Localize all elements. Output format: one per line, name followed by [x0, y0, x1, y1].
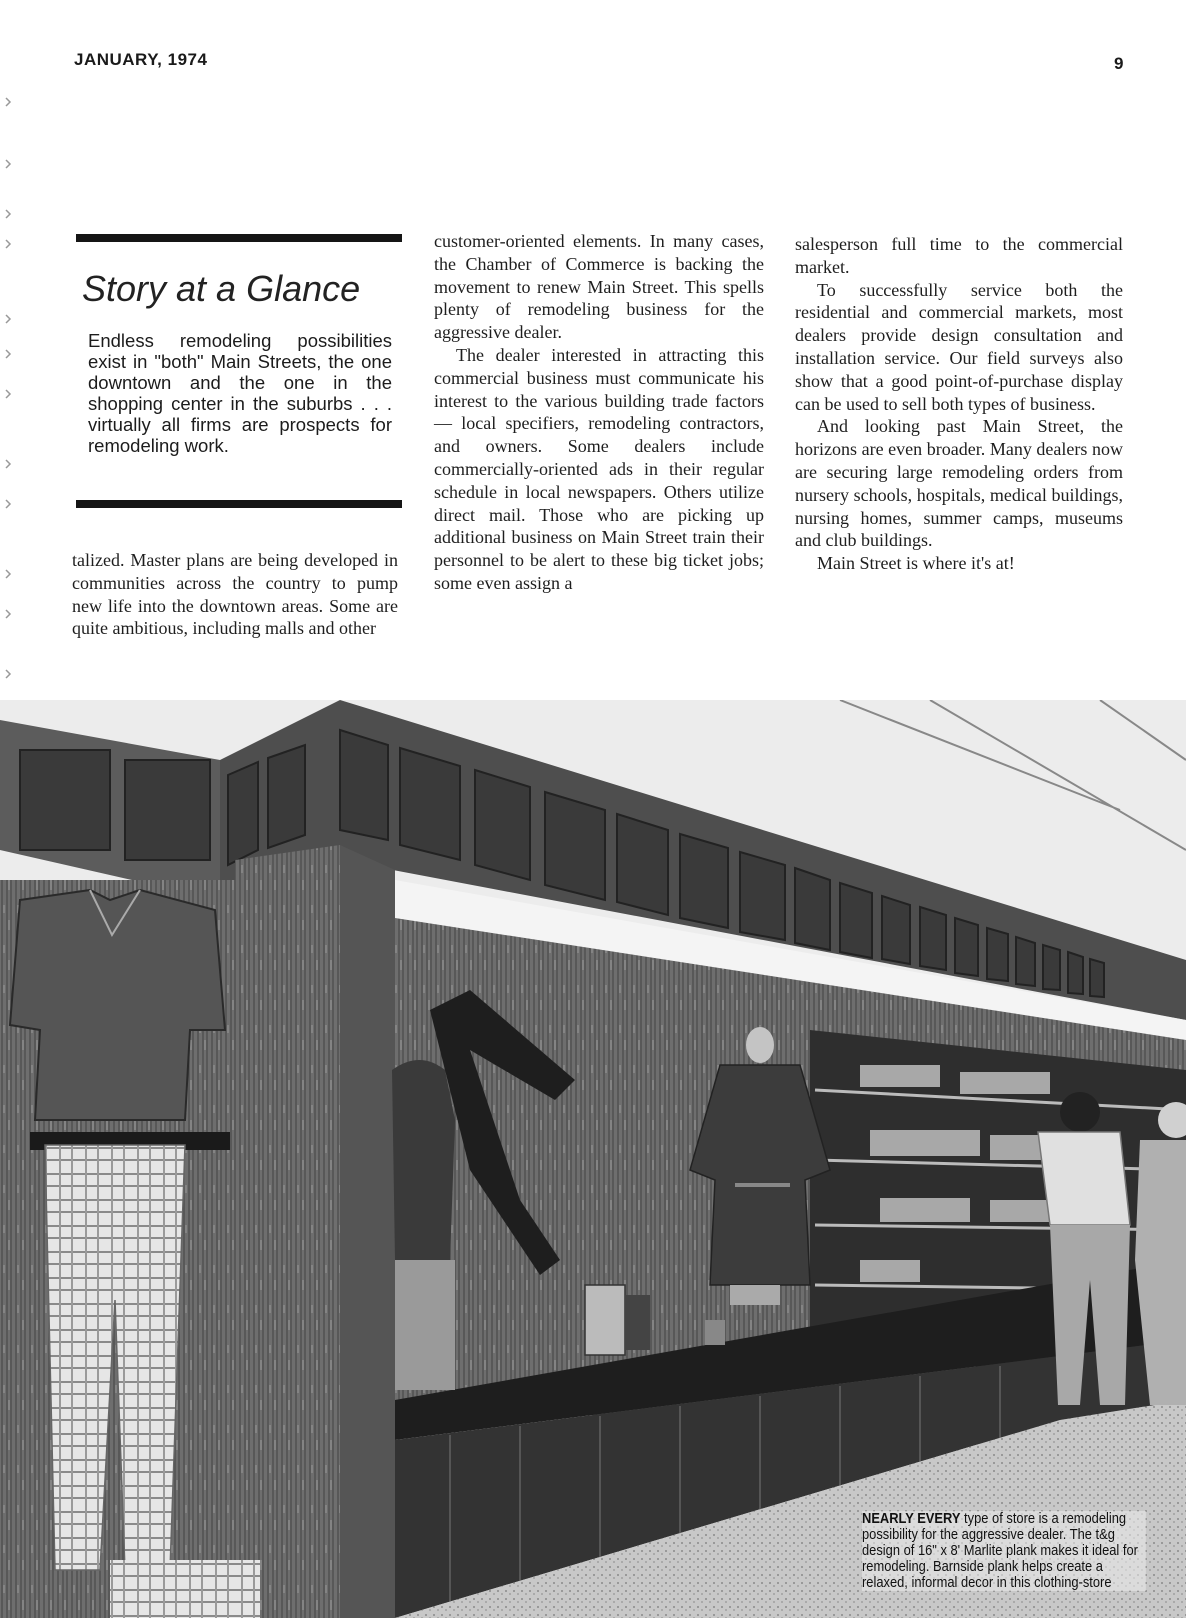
sidebar-bottom-rule — [76, 500, 402, 508]
sidebar-body: Endless remodeling possibilities exist in "both" Main Streets, the one downtown and the one in the shopping center in the suburbs . . . virtually all firms are prospects for remodeling work. — [88, 330, 392, 456]
article-column-1 — [72, 549, 398, 640]
column-3-paragraph-2: To successfully service both the residential and commercial markets, most dealers provide design consultation and installation service. Our field surveys also show that a good point-of-purchase display can be used to sell both types of business. — [795, 279, 1123, 414]
article-column-3 — [795, 233, 1123, 575]
issue-date: JANUARY, 1974 — [74, 50, 208, 69]
sidebar-top-rule — [76, 234, 402, 242]
caption-lead: NEARLY EVERY — [862, 1510, 961, 1527]
column-2-paragraph-2: The dealer interested in attracting this commercial business must communicate his interest to the various building trade factors — local specifiers, remodeling contractors, and owners. Some dealers include commercially-oriented ads in their regular schedule in local newspapers. Others utilize direct mail. Those who are picking up additional business on Main Street train their personnel to be alert to these big ticket jobs; some even assign a — [434, 344, 764, 593]
column-3-paragraph-4: Main Street is where it's at! — [817, 553, 1015, 574]
column-1-paragraph-1: talized. Master plans are being developed in communities across the country to pump new life into the downtown areas. Some are quite ambitious, including malls and other — [72, 550, 398, 639]
column-3-paragraph-1: salesperson full time to the commercial market. — [795, 234, 1123, 277]
column-2-paragraph-1: customer-oriented elements. In many cases, the Chamber of Commerce is backing the movement to renew Main Street. This spells plenty of remodeling business for the aggressive dealer. — [434, 231, 764, 343]
column-3-paragraph-3: And looking past Main Street, the horizons are even broader. Many dealers now are securing large remodeling orders from nursery schools, hospitals, medical buildings, nursing homes, summer camps, museums and club buildings. — [795, 416, 1123, 551]
article-column-2 — [434, 230, 764, 595]
store-interior-photo — [0, 700, 1186, 1618]
binding-edge — [0, 90, 14, 710]
sidebar-title: Story at a Glance — [82, 268, 361, 309]
photo-caption — [862, 1511, 1146, 1591]
caption-text: type of store is a remodeling possibility for the aggressive dealer. The t&g design of 16" x 8' Marlite plank makes it ideal for remodeling. Barnside plank helps create a relaxed, informal decor in this clothing-store — [862, 1510, 1138, 1591]
page-number: 9 — [1114, 54, 1124, 73]
